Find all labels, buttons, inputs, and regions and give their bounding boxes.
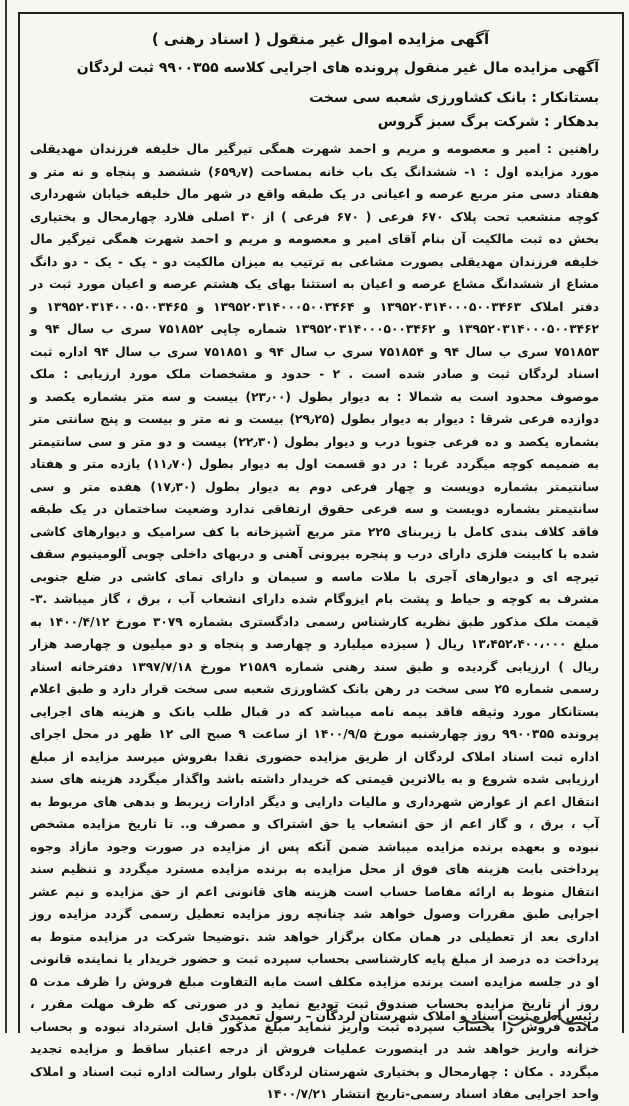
handwritten-mark: [420, 1010, 600, 1033]
creditor-line: بستانکار : بانک کشاورزی شعبه سی سخت: [309, 90, 599, 106]
notice-title: آگهی مزایده اموال غیر منقول ( اسناد رهنی ): [151, 30, 490, 48]
notice-subtitle: آگهی مزایده مال غیر منقول پرونده های اجرایی کلاسه ۹۹۰۰۳۵۵ ثبت لردگان: [76, 60, 599, 76]
left-border-line: [5, 0, 7, 1033]
debtor-line: بدهکار : شرکت برگ سبز گروس: [377, 114, 599, 130]
notice-body: راهنین : امیر و معصومه و مریم و احمد شهرت همگی تیرگیر مال خلیفه فرزندان مهدیقلی مورد مزایده اول : ۱- ششدانگ یک باب خانه بمساحت (۶۵۹٫۷) ششصد و پنجاه و نه متر و هفتاد دسی متر مربع عرصه و اعیانی در یک طبقه واقع در شهر مال خلیفه خیابان شهرداری کوچه منشعب تحت پلاک ۶۷۰ فرعی ( ۶۷۰ فرعی ) از ۳۰ اصلی فلارد چهارمحال و بختیاری بخش ده ثبت مالکیت آن بنام آقای امیر و معصومه و مریم و احمد شهرت همگی تیرگیر مال خلیفه فرزندان مهدیقلی بصورت مشاعی به ترتیب به میزان مالکیت دو - یک - یک - دو دانگ مشاع از ششدانگ مشاع عرصه و اعیان به استثنا بهای یک هشتم عرصه و اعیان مورد ثبت در دفتر املاک ۱۳۹۵۲۰۳۱۴۰۰۰۵۰۰۳۴۶۳ و ۱۳۹۵۲۰۳۱۴۰۰۰۵۰۰۳۴۶۴ و ۱۳۹۵۲۰۳۱۴۰۰۰۵۰۰۳۴۶۵ و ۱۳۹۵۲۰۳۱۴۰۰۰۵۰۰۳۴۶۲ و ۱۳۹۵۲۰۳۱۴۰۰۰۵۰۰۳۴۶۲ شماره چاپی ۷۵۱۸۵۲ سری ب سال ۹۴ و ۷۵۱۸۵۳ سری ب سال ۹۴ و ۷۵۱۸۵۴ سری ب سال ۹۴ و ۷۵۱۸۵۱ سری ب سال ۹۴ اداره ثبت اسناد لردگان ثبت و صادر شده است . ۲ - حدود و مشخصات ملک مورد ارزیابی : ملک موصوف محدود است به شمالا : به دیوار بطول (۲۳٫۰۰) بیست و سه متر بشماره یکصد و دوازده فرعی شرقا : دیوار به دیوار بطول (۲۹٫۲۵) بیست و نه متر و بیست و پنج سانتی متر بشماره یکصد و ده فرعی جنوبا درب و دیوار بطول (۲۲٫۳۰) بیست و دو متر و سی سانتیمتر به ضمیمه کوچه میگردد غربا : در دو قسمت اول به دیوار بطول (۱۱٫۷۰) یازده متر و هفتاد سانتیمتر بشماره دویست و چهار فرعی دوم به دیوار بطول (۱۷٫۳۰) هفده متر و سی سانتیمتر بشماره دویست و سه فرعی حقوق ارتفاقی ندارد وضعیت ساختمان در یک طبقه فاقد کلاف بندی کامل با زیربنای ۲۲۵ متر مربع آشپزخانه با کف سرامیک و دیوارهای کاشی شده با کابینت فلزی دارای درب و پنجره بیرونی آهنی و دربهای داخلی چوبی آلومینیوم سقف تیرچه ای و دیوارهای آجری با ملات ماسه و سیمان و دارای نمای کاشی در ضلع جنوبی مشرف به کوچه و حیاط و پشت بام ایزوگام شده دارای انشعاب آب ، برق ، گاز میباشد .۳- قیمت ملک مذکور طبق نظریه کارشناس رسمی دادگستری بشماره ۳۰۷۹ مورخ ۱۴۰۰/۴/۱۲ به مبلغ ۱۳،۴۵۲،۴۰۰،۰۰۰ ریال ( سیزده میلیارد و چهارصد و پنجاه و دو میلیون و چهارصد هزار ریال ) ارزیابی گردیده و طبق سند رهنی شماره ۲۱۵۸۹ مورخ ۱۳۹۷/۷/۱۸ دفترخانه اسناد رسمی شماره ۲۵ سی سخت در رهن بانک کشاورزی شعبه سی سخت قرار دارد و طبق اعلام بستانکار مورد وثیقه فاقد بیمه نامه میباشد که در قبال طلب بانک و هزینه های اجرایی پرونده ۹۹۰۰۳۵۵ روز چهارشنبه مورخ ۱۴۰۰/۹/۵ از ساعت ۹ صبح الی ۱۲ ظهر در محل اجرای اداره ثبت اسناد املاک لردگان از طریق مزایده حضوری نقدا بفروش میرسد مزایده از مبلغ ارزیابی شده شروع و به بالاترین قیمتی که خریدار داشته باشد واگذار میگردد هزینه های سند انتقال اعم از عوارض شهرداری و مالیات دارایی و دیگر ادارات زیربط و بدهی های مربوط به آب ، برق ، و گاز اعم از حق انشعاب یا حق اشتراک و مصرف و.. تا تاریخ مزایده مشخص نبوده و بعهده برنده مزایده میباشد ضمن آنکه پس از مزایده در صورت وجود مازاد وجوه پرداختی بابت هزینه های فوق از محل مزایده به برنده مزایده مسترد میگردد و تنظیم سند انتقال منوط به ارائه مفاصا حساب است هزینه های قانونی اعم از حق مزایده و نیم عشر اجرایی طبق مقررات وصول خواهد شد چنانچه روز مزایده تعطیل رسمی گردد مزایده روز اداری بعد از تعطیلی در همان مکان برگزار خواهد شد .توضیحا شرکت در مزایده منوط به پرداخت ده درصد از مبلغ پایه کارشناسی بحساب سپرده ثبت و حضور خریدار یا نماینده قانونی او در جلسه مزایده است برنده مزایده مکلف است مابه التفاوت مبلغ فروش را ظرف مدت ۵ روز از تاریخ مزایده بحساب صندوق ثبت تودیع نماید و در صورتی که ظرف مهلت مقرر ، مانده فروش را بحساب سپرده ثبت واریز ننماید مبلغ مذکور قابل استرداد نبوده و بحساب خزانه واریز خواهد شد در اینصورت عملیات فروش از درجه اعتبار ساقط و مزایده تجدید میگردد . مکان : چهارمحال و بختیاری شهرستان لردگان بلوار رسالت اداره ثبت اسناد و املاک واحد اجرایی مفاد اسناد رسمی-تاریخ انتشار ۱۴۰۰/۷/۲۱: [30, 142, 600, 1101]
signature-line: رئیس اداره ثبت اسناد و املاک شهرستان لردگان – رسول تعمیدی: [218, 1009, 599, 1023]
